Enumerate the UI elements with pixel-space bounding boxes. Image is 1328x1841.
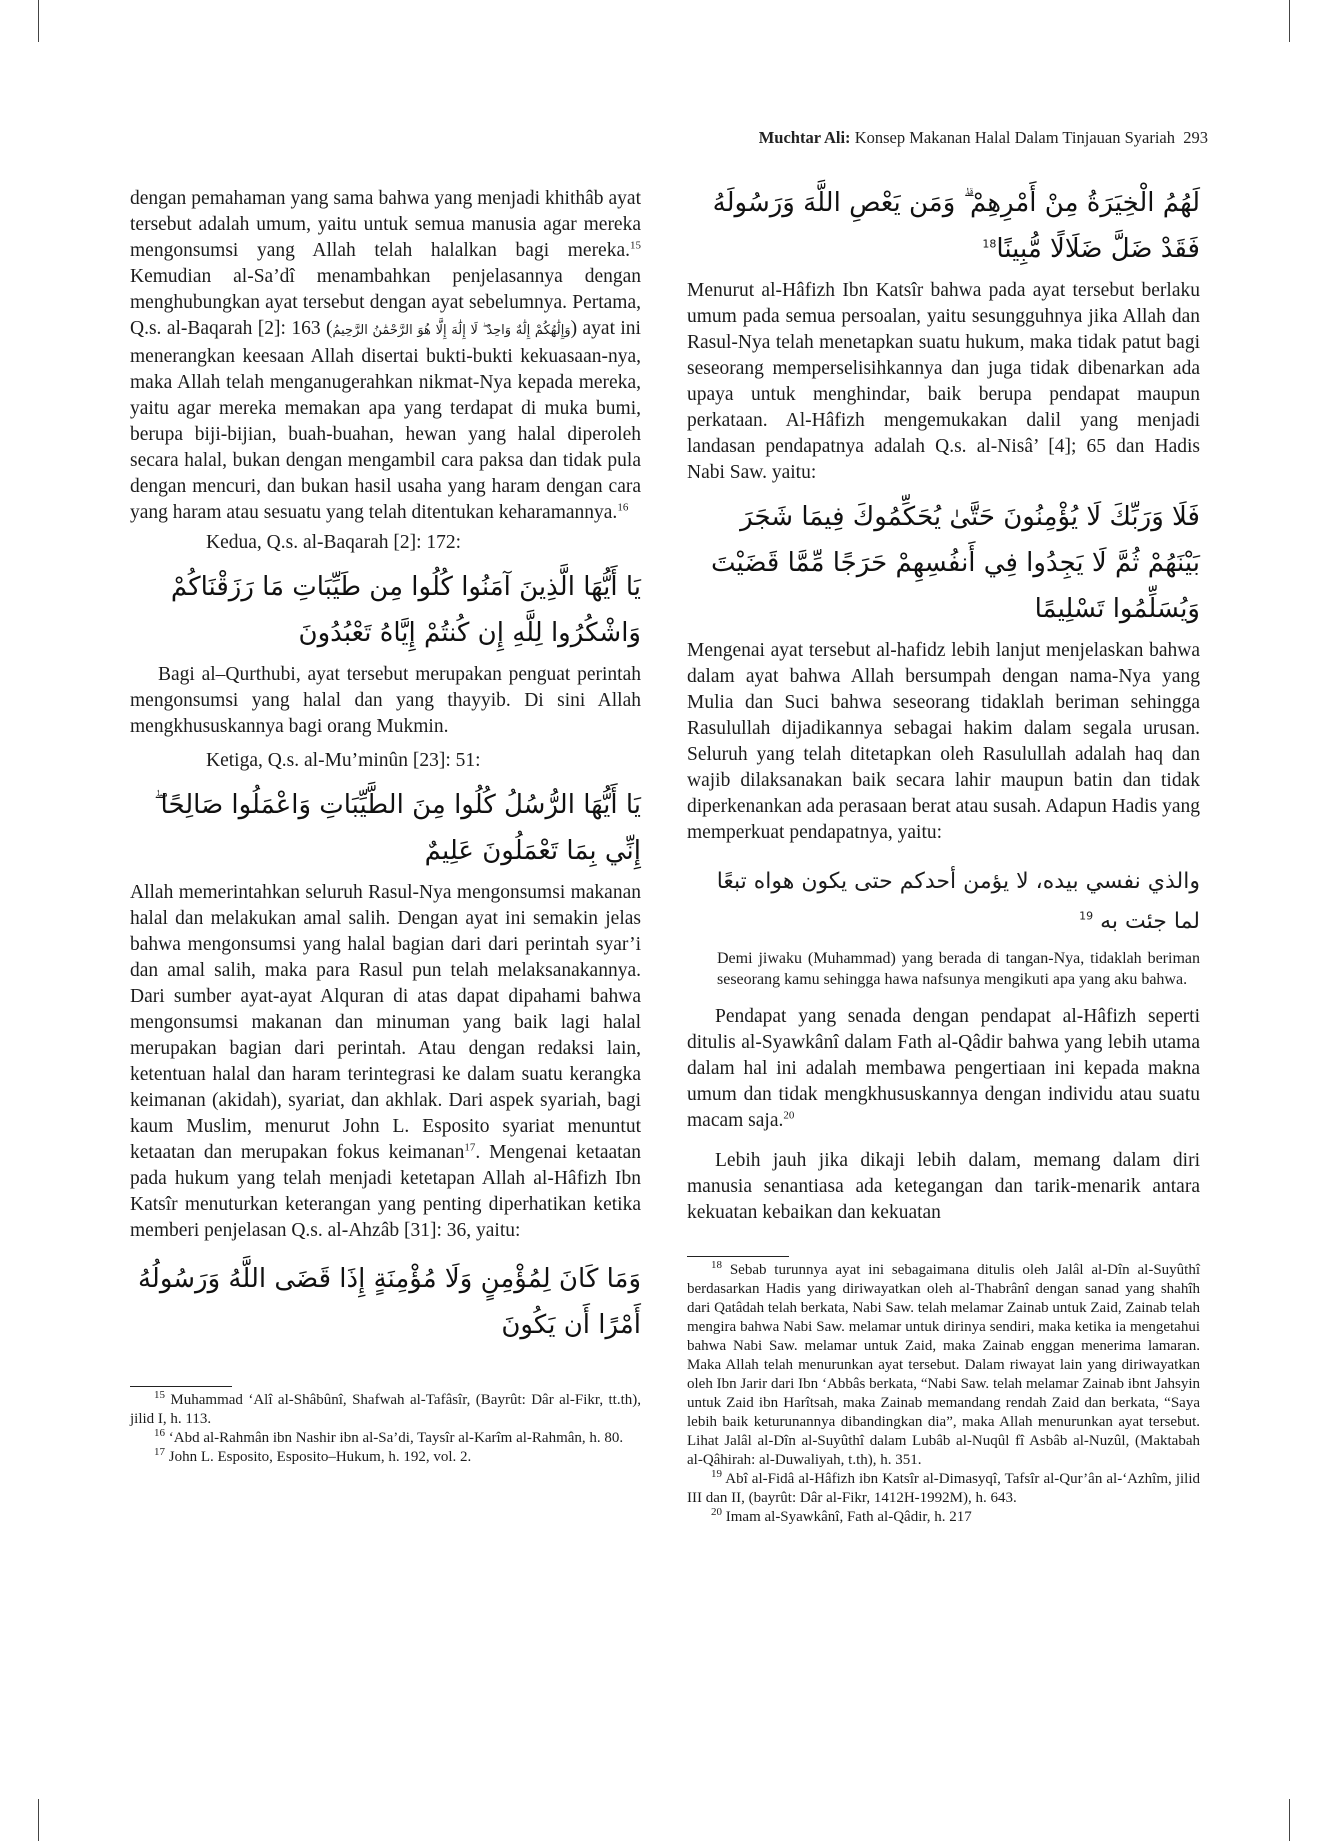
arabic-text: والذي نفسي بيده، لا يؤمن أحدكم حتى يكون هواه تبعًا لما جئت به <box>716 869 1200 934</box>
footnote-text: Abî al-Fidâ al-Hâfizh ibn Katsîr al-Dimasyqî, Tafsîr al-Qur’ân al-‘Azhîm, jilid III dan II, (bayrût: Dâr al-Fikr, 1412H-1992M), h. 643. <box>687 1471 1200 1506</box>
text: ) ayat ini menerangkan keesaan Allah disertai bukti-bukti kekuasaan-nya, maka Allah telah menganugerahkan nikmat-Nya kepada mereka, yaitu agar mereka memakan apa yang terdapat di muka bumi, berupa biji-bijian, buah-buahan, hewan yang halal diperoleh secara halal, bukan dengan mengambil cara paksa dan tidak pula dengan mencuri, dan bukan hasil usaha yang haram dengan cara yang haram atau sesuatu yang telah ditentukan keharamannya. <box>130 318 641 523</box>
text: dengan pemahaman yang sama bahwa yang menjadi khithâb ayat tersebut adalah umum, yaitu untuk semua manusia agar mereka mengonsumsi yang Allah telah halalkan bagi mereka. <box>130 188 641 261</box>
arabic-verse <box>687 180 1200 272</box>
crop-mark <box>38 1799 39 1841</box>
verse-intro: Ketiga, Q.s. al-Mu’minûn [23]: 51: <box>206 750 481 771</box>
footnote-text: John L. Esposito, Esposito–Hukum, h. 192, vol. 2. <box>168 1449 472 1465</box>
footnote-text: Sebab turunnya ayat ini sebagaimana ditulis oleh Jalâl al-Dîn al-Suyûthî berdasarkan Hadis yang diriwayatkan oleh al-Thabrânî dengan sanad yang shahîh dari Qatâdah telah berkata, Nabi Saw. telah melamar Zainab untuk Zaid, Zainab telah mengira bahwa Nabi Saw. melamar untuk dirinya sendiri, maka ketika ia mengetahui bahwa Nabi Saw. melamar untuk Zaid, maka Zainab enggan menerima lamaran. Maka Allah telah menurunkan ayat tersebut. Dalam riwayat lain yang diriwayatkan oleh Ibn Jarir dari Ibn ‘Abbâs berkata, “Nabi Saw. telah melamar Zainab ibnt Jahsyin untuk Zaid ibn Harîtsah, maka Zainab memandang rendah Zaid dan berkata, “Saya lebih baik keturunannya dibandingkan dia”, maka Allah menurunkan ayat tersebut. Lihat Jalâl al-Dîn al-Suyûthî dalam Lubâb al-Nuqûl fî Asbâb al-Nuzûl, (Maktabah al-Qâhirah: al-Duwaliyah, t.th), h. 351. <box>687 1262 1200 1468</box>
arabic-verse: فَلَا وَرَبِّكَ لَا يُؤْمِنُونَ حَتَّىٰ يُحَكِّمُوكَ فِيمَا شَجَرَ بَيْنَهُمْ ثُمَّ لَا يَجِدُوا فِي أَنفُسِهِمْ حَرَجًا مِّمَّا قَضَيْتَ وَيُسَلِّمُوا تَسْلِيمًا <box>711 502 1200 624</box>
arabic-verse: وَمَا كَانَ لِمُؤْمِنٍ وَلَا مُؤْمِنَةٍ إِذَا قَضَى اللَّهُ وَرَسُولُهُ أَمْرًا أَن يَكُونَ <box>137 1264 641 1340</box>
footnote-ref[interactable]: 17 <box>464 1141 476 1154</box>
hadith-translation: Demi jiwaku (Muhammad) yang berada di tangan-Nya, tidaklah beriman seseorang kamu sehingga hawa nafsunya mengikuti apa yang aku bahwa. <box>717 950 1200 988</box>
paragraph: Lebih jauh jika dikaji lebih dalam, memang dalam diri manusia senantiasa ada ketegangan dan tarik-menarik antara kekuatan kebaikan dan kekuatan <box>687 1150 1200 1223</box>
footnote-text: Muhammad ‘Alî al-Shâbûnî, Shafwah al-Tafâsîr, (Bayrût: Dâr al-Fikr, tt.th), jilid I, h. 113. <box>130 1392 641 1427</box>
paragraph: Mengenai ayat tersebut al-hafidz lebih lanjut menjelaskan bahwa dalam ayat bahwa Allah bersumpah dengan nama-Nya yang Mulia dan Suci bahwa seseorang tidaklah beriman sehingga Rasulullah dijadikannya sebagai hakim dalam segala urusan. Seluruh yang telah ditetapkan oleh Rasulullah adalah haq dan wajib dilaksanakan baik secara lahir maupun batin dan tidak diperkenankan ada perasaan berat atau susah. Adapun Hadis yang memperkuat pendapatnya, yaitu: <box>687 640 1200 843</box>
paragraph <box>130 880 641 1244</box>
text: Allah memerintahkan seluruh Rasul-Nya mengonsumsi makanan halal dan melakukan amal salih. Dengan ayat ini semakin jelas bahwa mengonsumsi yang halal bagian dari dari perintah syar’i dan amal salih, maka para Rasul pun telah melaksanakannya. Dari sumber ayat-ayat Alquran di atas dapat dipahami bahwa mengonsumsi makanan dan minuman yang baik lagi halal merupakan bagian dari perintah. Atau dengan redaksi lain, ketentuan halal dan haram terintegrasi ke dalam suatu kerangka keimanan (akidah), syariat, dan akhlak. Dari aspek syariah, bagi kaum Muslim, menurut John L. Esposito syariat menuntut ketaatan dan merupakan fokus keimanan <box>130 882 641 1163</box>
text: Pendapat yang senada dengan pendapat al-Hâfizh seperti ditulis al-Syawkânî dalam Fath al-Qâdir bahwa yang lebih utama dalam hal ini adalah membawa pengertiaan ini kepada makna umum dan tidak mengkhususkannya dengan individu atau suatu macam saja. <box>687 1006 1200 1131</box>
footnote-number: 15 <box>154 1389 165 1401</box>
page-number: 293 <box>1183 128 1208 147</box>
footnote-ref[interactable]: 16 <box>617 501 629 514</box>
right-column <box>687 186 1200 1527</box>
left-column <box>130 186 641 1467</box>
crop-mark <box>1289 1799 1290 1841</box>
footnote-number: 18 <box>711 1259 722 1271</box>
text: Kemudian al-Sa’dî menambahkan penjelasannya dengan menghubungkan ayat tersebut dengan ayat sebelumnya. Pertama, Q.s. al-Baqarah [2]: 163 ( <box>130 266 641 339</box>
arabic-verse: يَا أَيُّهَا الرُّسُلُ كُلُوا مِنَ الطَّيِّبَاتِ وَاعْمَلُوا صَالِحًا ۖ إِنِّي بِمَا تَعْمَلُونَ عَلِيمٌ <box>154 790 641 866</box>
footnote-ref[interactable]: 18 <box>982 237 997 251</box>
footnote-number: 20 <box>711 1506 722 1518</box>
footnote-rule <box>130 1386 232 1387</box>
arabic-inline: وَإِلَٰهُكُمْ إِلَٰهٌ وَاحِدٌ ۖ لَا إِلَٰهَ إِلَّا هُوَ الرَّحْمَٰنُ الرَّحِيمُ <box>332 323 571 338</box>
footnote <box>130 1429 641 1448</box>
footnote-rule <box>687 1256 789 1257</box>
paragraph: Bagi al–Qurthubi, ayat tersebut merupakan penguat perintah mengonsumsi yang halal dan yang thayyib. Di sini Allah mengkhususkannya bagi orang Mukmin. <box>130 664 641 737</box>
paragraph <box>687 1004 1200 1134</box>
running-header <box>759 128 1208 148</box>
crop-mark <box>38 0 39 42</box>
arabic-verse: يَا أَيُّهَا الَّذِينَ آمَنُوا كُلُوا مِن طَيِّبَاتِ مَا رَزَقْنَاكُمْ وَاشْكُرُوا لِلَّهِ إِن كُنتُمْ إِيَّاهُ تَعْبُدُونَ <box>170 572 641 648</box>
header-title: Konsep Makanan Halal Dalam Tinjauan Syariah <box>854 128 1175 147</box>
spacer <box>687 1134 1200 1148</box>
crop-mark <box>1289 0 1290 42</box>
footnote-text: Imam al-Syawkânî, Fath al-Qâdir, h. 217 <box>725 1509 972 1525</box>
verse-intro: Kedua, Q.s. al-Baqarah [2]: 172: <box>206 532 462 553</box>
footnote <box>130 1448 641 1467</box>
header-author: Muchtar Ali: <box>758 128 851 147</box>
paragraph <box>130 186 641 526</box>
footnote <box>687 1508 1200 1527</box>
footnote-text: ‘Abd al-Rahmân ibn Nashir ibn al-Sa’di, Taysîr al-Karîm al-Rahmân, h. 80. <box>168 1430 624 1446</box>
footnote <box>687 1261 1200 1470</box>
hadith-arabic <box>687 862 1200 942</box>
footnote-number: 17 <box>154 1446 165 1458</box>
footnote-ref[interactable]: 15 <box>630 239 641 252</box>
arabic-text: لَهُمُ الْخِيَرَةُ مِنْ أَمْرِهِمْ ۗ وَمَن يَعْصِ اللَّهَ وَرَسُولَهُ فَقَدْ ضَلَّ ضَلَالًا مُّبِينًا <box>712 188 1200 264</box>
footnote-ref[interactable]: 19 <box>1079 909 1094 923</box>
footnote-number: 19 <box>711 1468 722 1480</box>
footnote <box>130 1391 641 1429</box>
footnote-number: 16 <box>154 1427 165 1439</box>
text: . Mengenai ketaatan pada hukum yang telah menjadi ketetapan Allah al-Hâfizh Ibn Katsîr menuturkan keterangan yang penting diperhatikan ketika memberi penjelasan Q.s. al-Ahzâb [31]: 36, yaitu: <box>130 1142 641 1241</box>
paragraph: Menurut al-Hâfizh Ibn Katsîr bahwa pada ayat tersebut berlaku umum pada semua persoalan, yaitu sesungguhnya jika Allah dan Rasul-Nya telah menetapkan suatu hukum, maka tidak patut bagi seseorang memperselisihkannya dan juga tidak dibenarkan ada upaya untuk menghindar, baik berupa pendapat maupun perkataan. Al-Hâfizh mengemukakan dalil yang menjadi landasan pendapatnya adalah Q.s. al-Nisâ’ [4]; 65 dan Hadis Nabi Saw. yaitu: <box>687 280 1200 483</box>
footnote <box>687 1470 1200 1508</box>
footnote-ref[interactable]: 20 <box>783 1109 795 1122</box>
